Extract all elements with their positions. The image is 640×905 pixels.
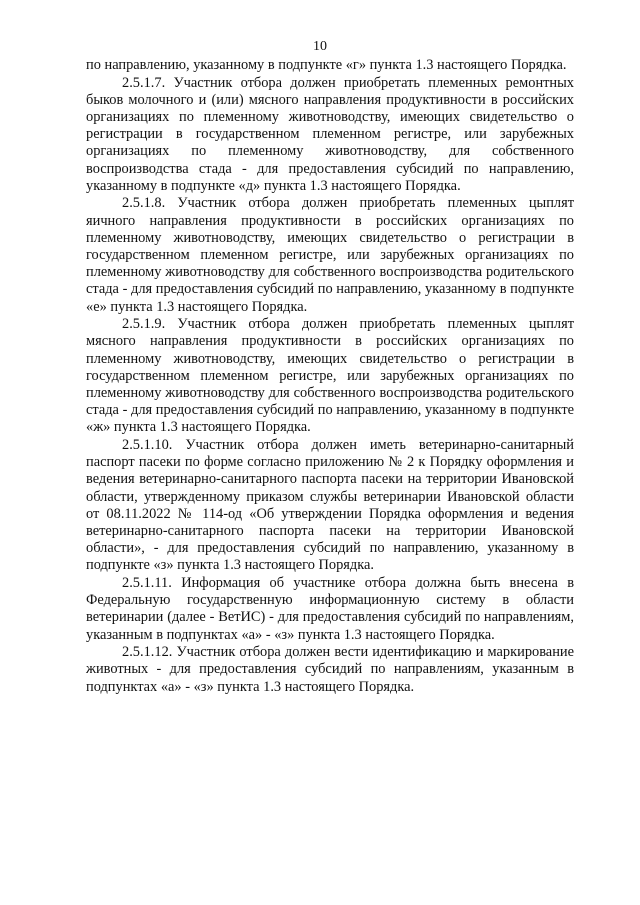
page-number: 10 [313, 39, 327, 54]
paragraph-2-5-1-9: 2.5.1.9. Участник отбора должен приобретать племенных цыплят мясного направления продуктивности в российских организациях по племенному животноводству, имеющих свидетельство о регистрации в государственном племенном регистре, или зарубежных организациях по племенному животноводству для собственного воспроизводства родительского стада - для предоставления субсидий по направлению, указанному в подпункте «ж» пункта 1.3 настоящего Порядка. [86, 316, 574, 436]
paragraph-2-5-1-8: 2.5.1.8. Участник отбора должен приобретать племенных цыплят яичного направления продуктивности в российских организациях по племенному животноводству, имеющих свидетельство о регистрации в государственном племенном регистре, или зарубежных организациях по племенному животноводству для собственного воспроизводства родительского стада - для предоставления субсидий по направлению, указанному в подпункте «е» пункта 1.3 настоящего Порядка. [86, 195, 574, 315]
paragraph-2-5-1-11: 2.5.1.11. Информация об участнике отбора должна быть внесена в Федеральную государственную информационную систему в области ветеринарии (далее - ВетИС) - для предоставления субсидий по направлениям, указанным в подпунктах «а» - «з» пункта 1.3 настоящего Порядка. [86, 575, 574, 643]
paragraph-2-5-1-12: 2.5.1.12. Участник отбора должен вести идентификацию и маркирование животных - для предоставления субсидий по направлениям, указанным в подпунктах «а» - «з» пункта 1.3 настоящего Порядка. [86, 644, 574, 695]
paragraph-continuation: по направлению, указанному в подпункте «г» пункта 1.3 настоящего Порядка. [86, 57, 567, 73]
paragraph-2-5-1-7: 2.5.1.7. Участник отбора должен приобретать племенных ремонтных быков молочного и (или) мясного направления продуктивности в российских организациях по племенному животноводству, имеющих свидетельство о регистрации в государственном племенном регистре, или зарубежных организациях по племенному животноводству, для собственного воспроизводства стада - для предоставления субсидий по направлению, указанному в подпункте «д» пункта 1.3 настоящего Порядка. [86, 74, 574, 194]
paragraph-2-5-1-10: 2.5.1.10. Участник отбора должен иметь ветеринарно-санитарный паспорт пасеки по форме согласно приложению № 2 к Порядку оформления и ведения ветеринарно-санитарного паспорта пасеки на территории Ивановской области, утвержденному приказом службы ветеринарии Ивановской области от 08.11.2022 № 114-од «Об утверждении Порядка оформления и ведения ветеринарно-санитарного паспорта пасеки на территории Ивановской области», - для предоставления субсидий по направлению, указанному в подпункте «з» пункта 1.3 настоящего Порядка. [86, 437, 574, 574]
document-body [86, 57, 574, 696]
